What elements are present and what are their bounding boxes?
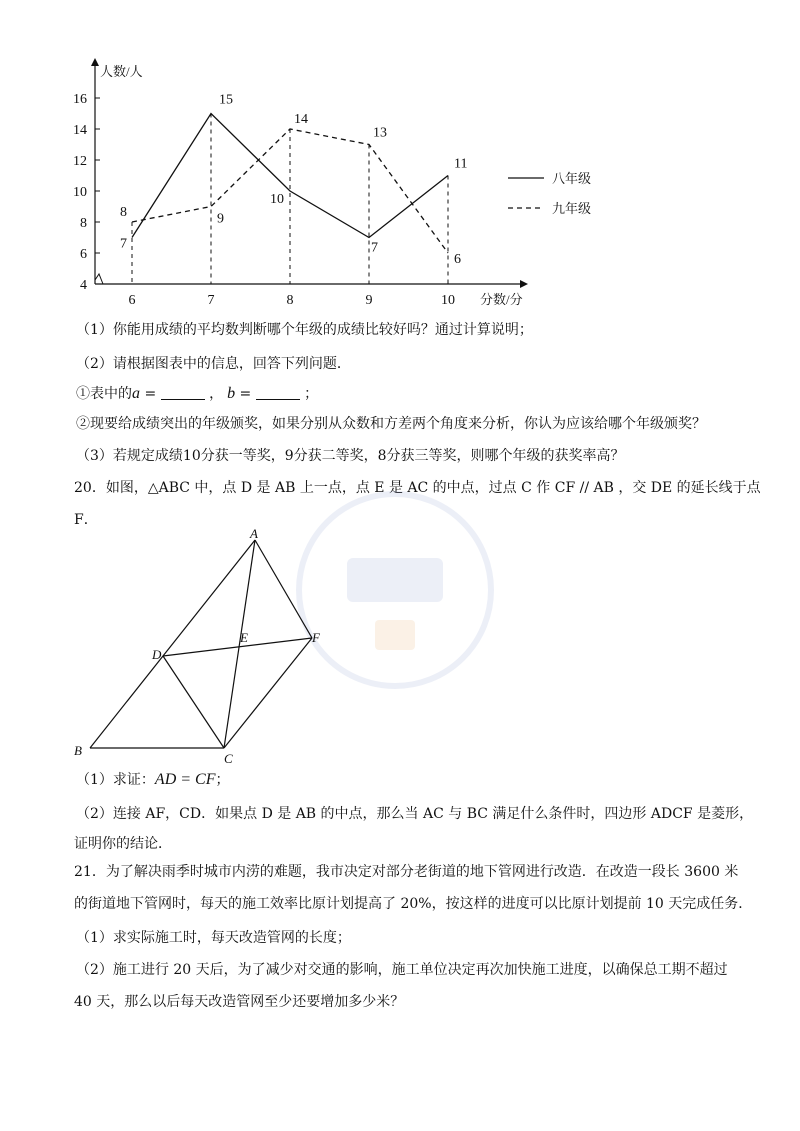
data-label-ninth: 14 — [294, 112, 308, 127]
q19-part2: （2）请根据图表中的信息，回答下列问题． — [76, 356, 351, 372]
x-axis-arrow — [520, 280, 528, 288]
q20-part1-formula: AD = CF — [154, 771, 216, 788]
data-label-eighth: 7 — [120, 236, 127, 252]
q20-stem-line1: 20．如图，△ABC 中，点 D 是 AB 上一点，点 E 是 AC 的中点，过点 C 作 CF // AB ，交 DE 的延长线于点 — [74, 480, 761, 496]
data-label-ninth: 9 — [217, 211, 224, 227]
y-tick-labels — [73, 92, 100, 293]
q19-part2b: ②现要给成绩突出的年级颁奖，如果分别从众数和方差两个角度来分析，你认为应该给哪个年级颁奖？ — [76, 416, 706, 432]
q19-part3: （3）若规定成绩10分获一等奖，9分获二等奖，8分获三等奖，则哪个年级的获奖率高？ — [76, 448, 625, 464]
segment-AF — [255, 540, 312, 638]
y-tick-label: 14 — [73, 123, 87, 138]
eq-sign-a: = — [140, 386, 161, 402]
x-axis-label: 分数/分 — [480, 292, 523, 307]
data-label-ninth: 6 — [454, 252, 461, 267]
score-distribution-chart — [0, 0, 800, 320]
q21-part2-line1: （2）施工进行 20 天后，为了减少对交通的影响，施工单位决定再次加快施工进度，以确保总工期不超过 — [76, 962, 728, 978]
data-label-ninth: 8 — [120, 205, 127, 220]
q20-stem-line2: F． — [74, 512, 98, 528]
y-tick-label: 10 — [73, 185, 87, 200]
y-tick-label: 4 — [80, 278, 87, 293]
var-a: a — [132, 385, 140, 402]
q20-part1-prefix: （1）求证： — [76, 772, 155, 788]
x-tick-label: 6 — [128, 293, 136, 308]
y-axis-arrow — [91, 58, 99, 66]
legend-label-eighth: 八年级 — [552, 171, 592, 186]
axis-break — [95, 274, 103, 284]
data-labels — [120, 93, 467, 268]
q20-part1 — [76, 770, 230, 790]
q20-part1-end: ； — [215, 772, 230, 788]
x-tick-label: 10 — [441, 293, 455, 308]
y-tick-label: 16 — [73, 92, 87, 107]
y-tick-label: 8 — [80, 216, 87, 231]
q19-part2a — [76, 384, 318, 404]
chart-axes — [91, 58, 528, 288]
q19-part2a-end: ； — [299, 386, 319, 402]
q21-stem-line1: 21．为了解决雨季时城市内涝的难题，我市决定对部分老街道的地下管网进行改造．在改造一段长 3600 米 — [74, 864, 739, 880]
x-tick-label: 8 — [286, 293, 294, 308]
vertical-drop-lines — [132, 114, 448, 285]
eq-sign-b: = — [235, 386, 256, 402]
x-tick-label: 9 — [365, 293, 373, 308]
q19-part1: （1）你能用成绩的平均数判断哪个年级的成绩比较好吗？通过计算说明； — [76, 322, 533, 338]
q20-part2-line2: 证明你的结论． — [74, 836, 172, 852]
x-tick-labels — [129, 293, 456, 308]
data-label-eighth: 15 — [219, 92, 233, 108]
data-label-ninth: 13 — [373, 125, 387, 141]
data-label-eighth: 11 — [454, 156, 468, 172]
y-tick-label: 6 — [80, 247, 87, 262]
separator: ， — [204, 386, 224, 402]
point-A: A — [250, 528, 258, 541]
segment-DF — [163, 638, 312, 656]
geometry-figure — [60, 528, 350, 768]
segment-CF — [224, 638, 312, 748]
legend-label-ninth: 九年级 — [552, 201, 592, 216]
segment-AB — [90, 540, 255, 748]
segment-DC — [163, 656, 224, 748]
point-F: F — [312, 630, 320, 645]
var-b: b — [223, 385, 236, 402]
chart-series — [132, 114, 448, 254]
y-axis-label: 人数/人 — [100, 64, 143, 79]
answer-blank-a[interactable] — [161, 385, 205, 400]
q21-stem-line2: 的街道地下管网时，每天的施工效率比原计划提高了 20%，按这样的进度可以比原计划提前 10 天完成任务． — [74, 896, 753, 912]
point-C: C — [224, 751, 233, 766]
q21-part1: （1）求实际施工时，每天改造管网的长度； — [76, 930, 351, 946]
y-tick-label: 12 — [73, 154, 87, 169]
point-D: D — [152, 647, 162, 662]
point-B: B — [74, 743, 82, 758]
q21-part2-line2: 40 天，那么以后每天改造管网至少还要增加多少米？ — [74, 994, 405, 1010]
data-label-eighth: 10 — [270, 192, 284, 207]
data-label-eighth: 7 — [371, 240, 378, 256]
point-E: E — [240, 630, 248, 645]
legend — [508, 171, 591, 216]
q20-part2-line1: （2）连接 AF，CD．如果点 D 是 AB 的中点，那么当 AC 与 BC 满足什么条件时，四边形 ADCF 是菱形， — [76, 806, 754, 822]
x-tick-label: 7 — [207, 293, 215, 308]
q19-part2a-prefix: ①表中的 — [76, 386, 132, 402]
figure-lines — [90, 540, 312, 748]
answer-blank-b[interactable] — [256, 385, 300, 400]
